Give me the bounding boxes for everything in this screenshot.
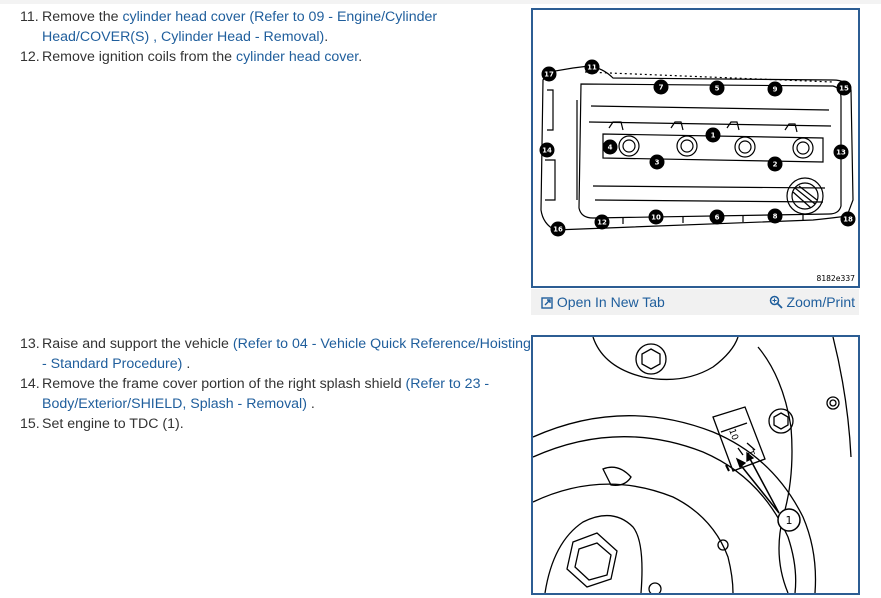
refer-23-link-cont[interactable]: Body/Exterior/SHIELD, Splash - Removal) (42, 396, 307, 412)
zoom-print-label: Zoom/Print (786, 294, 855, 310)
callout-2 (768, 157, 783, 172)
callout-1-label: 1 (785, 514, 793, 527)
callout-9 (768, 82, 783, 97)
steps-list-b (20, 334, 531, 434)
callout-6 (710, 210, 725, 225)
svg-text:6: 6 (714, 213, 720, 222)
steps-list-a (20, 7, 437, 67)
svg-text:12: 12 (597, 218, 607, 227)
external-link-icon (541, 297, 553, 309)
step-number: 13. (20, 336, 40, 352)
refer-04-link[interactable]: (Refer to 04 - Vehicle Quick Reference/Hoisting (232, 336, 531, 352)
step-number: 15. (20, 416, 40, 432)
callout-1 (706, 128, 721, 143)
step-number: 14. (20, 376, 40, 392)
svg-text:1: 1 (710, 131, 716, 140)
open-in-new-tab-button[interactable] (541, 294, 665, 310)
refer-09-link[interactable]: (Refer to 09 - Engine/Cylinder (249, 9, 438, 25)
svg-text:18: 18 (843, 215, 853, 224)
figure-code: 8182e337 (816, 274, 855, 283)
step-text: Remove the frame cover portion of the right splash shield (42, 376, 406, 392)
callout-8 (768, 209, 783, 224)
callout-14 (540, 143, 555, 158)
svg-text:16: 16 (553, 225, 563, 234)
magnifier-icon (769, 295, 783, 309)
svg-text:4: 4 (607, 143, 613, 152)
top-strip (0, 0, 881, 4)
callout-15 (837, 81, 852, 96)
step-13: 13. Raise and support the vehicle (Refer to 04 - Vehicle Quick Reference/Hoisting - Standard Procedure) . (20, 336, 531, 372)
svg-text:14: 14 (542, 146, 552, 155)
cylinder-head-cover-link[interactable]: cylinder head cover (235, 49, 359, 65)
figure-tdc-marks[interactable] (531, 335, 860, 595)
callout-3 (650, 155, 665, 170)
zoom-print-button[interactable] (769, 294, 855, 310)
mark-t-label: T (744, 448, 756, 458)
svg-text:13: 13 (836, 148, 846, 157)
cylinder-head-cover-link[interactable]: cylinder head cover (122, 9, 246, 25)
step-number: 12. (20, 49, 40, 65)
callout-5 (710, 81, 725, 96)
svg-text:7: 7 (658, 83, 664, 92)
step-11: 11. Remove the cylinder head cover (Refer to 09 - Engine/Cylinder Head/COVER(S) , Cylinder Head - Removal). (20, 9, 438, 45)
refer-04-link-cont[interactable]: - Standard Procedure) (42, 356, 183, 372)
callout-4 (603, 140, 618, 155)
refer-09-link-cont[interactable]: Head/COVER(S) , Cylinder Head - Removal) (42, 29, 325, 45)
step-text: Remove the (42, 9, 123, 25)
mark-10-label: 10 (726, 427, 740, 442)
tdc-diagram (533, 337, 858, 593)
refer-23-link[interactable]: (Refer to 23 - (405, 376, 490, 392)
step-text: Raise and support the vehicle (42, 336, 233, 352)
svg-text:2: 2 (772, 160, 778, 169)
step-text: Set engine to TDC (1). (42, 416, 184, 432)
callout-10 (649, 210, 664, 225)
callout-7 (654, 80, 669, 95)
figure-cylinder-head-cover[interactable] (531, 8, 860, 288)
callout-13 (834, 145, 849, 160)
open-in-new-tab-label: Open In New Tab (556, 294, 665, 310)
svg-text:15: 15 (839, 84, 849, 93)
svg-text:17: 17 (544, 70, 554, 79)
callout-11 (585, 60, 600, 75)
svg-text:5: 5 (714, 84, 720, 93)
callout-12 (595, 215, 610, 230)
step-text: Remove ignition coils from the (42, 49, 236, 65)
cover-diagram (533, 10, 858, 286)
svg-text:9: 9 (772, 85, 778, 94)
step-number: 11. (20, 9, 39, 25)
svg-text:10: 10 (651, 213, 661, 222)
step-15 (20, 414, 531, 434)
svg-text:11: 11 (587, 63, 597, 72)
callout-16 (551, 222, 566, 237)
callout-17 (542, 67, 557, 82)
callout-18 (841, 212, 856, 227)
step-14: 14. Remove the frame cover portion of the right splash shield (Refer to 23 - Body/Exterior/SHIELD, Splash - Removal) . (20, 376, 490, 412)
svg-text:8: 8 (772, 212, 778, 221)
svg-text:3: 3 (654, 158, 660, 167)
step-12: 12. Remove ignition coils from the cylinder head cover. (20, 49, 363, 65)
figure-toolbar (531, 289, 859, 315)
